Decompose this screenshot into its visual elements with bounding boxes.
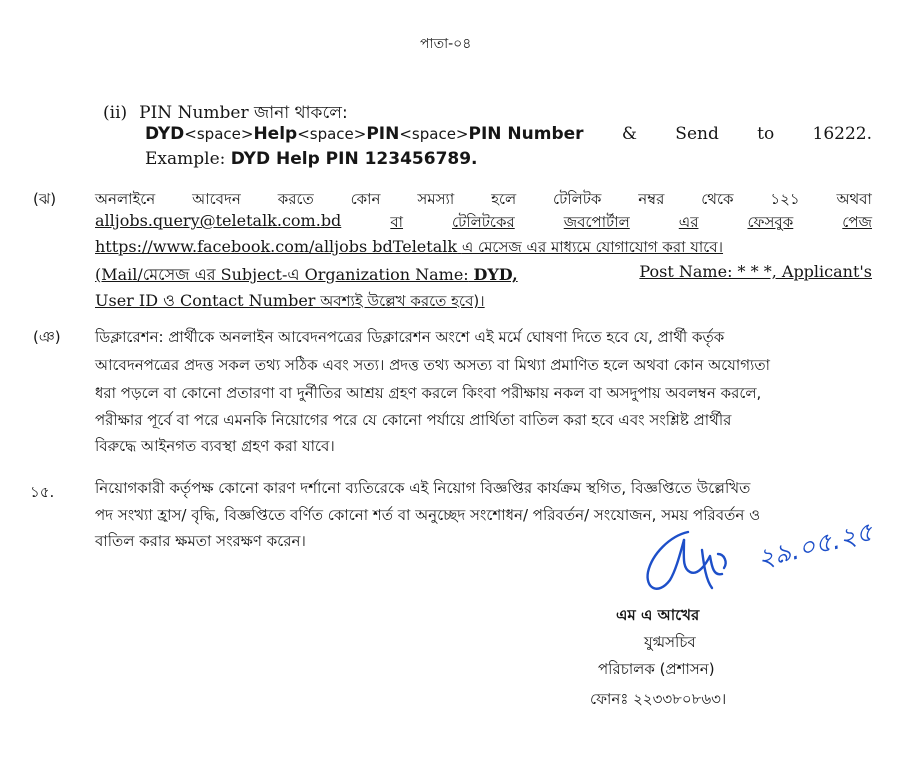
pin-to: to xyxy=(757,124,775,144)
support-email-link[interactable]: alljobs.query@teletalk.com.bd xyxy=(95,211,342,230)
section-15-line1: নিয়োগকারী কর্তৃপক্ষ কোনো কারণ দর্শানো ব্যতিরেকে এই নিয়োগ বিজ্ঞপ্তির কার্যক্রম স্থগিত, বিজ্ঞপ্তিতে উল্লেখিত xyxy=(95,479,751,497)
pin-number: 16222. xyxy=(812,124,872,144)
section-jha-line4: (Mail/মেসেজ এর Subject-এ Organization Name: DYD, Post Name: * * *, Applicant's xyxy=(95,262,872,284)
signatory-name: এম এ আখের xyxy=(616,606,700,624)
signature-date: ২৯.০৫.২৫ xyxy=(754,517,877,575)
section-15-line3: বাতিল করার ক্ষমতা সংরক্ষণ করেন। xyxy=(95,532,306,550)
pin-marker: (ii) xyxy=(103,103,128,123)
pin-send: Send xyxy=(675,124,719,144)
pin-label-bn: জানা থাকলে: xyxy=(254,103,348,123)
section-nya-line5: বিরুদ্ধে আইনগত ব্যবস্থা গ্রহণ করা যাবে। xyxy=(95,437,335,455)
pin-label-en: PIN Number xyxy=(139,103,249,123)
section-nya-line1: ডিক্লারেশন: প্রার্থীকে অনলাইন আবেদনপত্রের ডিক্লারেশন অংশে এই মর্মে ঘোষণা দিতে হবে যে, প্রার্থী কর্তৃক xyxy=(95,328,725,346)
section-15-line2: পদ সংখ্যা হ্রাস/ বৃদ্ধি, বিজ্ঞপ্তিতে বর্ণিত কোনো শর্ত বা অনুচ্ছেদ সংশোধন/ পরিবর্তন/ সংযোজন, সময় পরিবর্তন ও xyxy=(95,506,761,524)
pin-example-value: DYD Help PIN 123456789. xyxy=(230,149,478,169)
pin-command: DYD<space>Help<space>PIN<space>PIN Number xyxy=(145,124,584,144)
section-jha-line1: অনলাইনে আবেদন করতে কোন সমস্যা হলে টেলিটক নম্বর থেকে ১২১ অথবা xyxy=(95,190,872,208)
section-15-marker: ১৫. xyxy=(30,483,55,501)
facebook-page-link[interactable]: https://www.facebook.com/alljobs bdTeletalk xyxy=(95,237,458,256)
section-jha-marker: (ঝ) xyxy=(33,190,57,208)
pin-command-line xyxy=(145,124,872,144)
pin-amp: & xyxy=(621,124,637,144)
page-number: পাতা-০৪ xyxy=(420,36,472,52)
signatory-title: যুগ্মসচিব xyxy=(644,633,696,651)
section-jha-line3: https://www.facebook.com/alljobs bdTeletalk এ মেসেজ এর মাধ্যমে যোগাযোগ করা যাবে। xyxy=(95,237,724,256)
handwritten-signature xyxy=(600,510,900,610)
section-nya-marker: (ঞ) xyxy=(33,328,61,346)
section-jha-line2: alljobs.query@teletalk.com.bd বা টেলিটকের জবপোর্টাল এর ফেসবুক পেজ xyxy=(95,211,872,236)
section-nya-line4: পরীক্ষার পূর্বে বা পরে এমনকি নিয়োগের পরে যে কোনো পর্যায়ে প্রার্থিতা বাতিল করা হবে এবং সংশ্লিষ্ট প্রার্থীর xyxy=(95,411,732,429)
signatory-role: পরিচালক (প্রশাসন) xyxy=(598,660,715,678)
signatory-phone: ফোনঃ ২২৩৩৮০৮৬৩। xyxy=(590,690,727,708)
pin-example xyxy=(145,149,478,169)
section-nya-line2: আবেদনপত্রের প্রদত্ত সকল তথ্য সঠিক এবং সত্য। প্রদত্ত তথ্য অসত্য বা মিথ্যা প্রমাণিত হলে অথবা কোন অযোগ্যতা xyxy=(95,356,770,374)
section-nya-line3: ধরা পড়লে বা কোনো প্রতারণা বা দুর্নীতির আশ্রয় গ্রহণ করলে কিংবা পরীক্ষায় নকল বা অসদুপায় অবলম্বন করলে, xyxy=(95,384,762,402)
pin-example-label: Example: xyxy=(145,149,226,169)
section-jha-line5: User ID ও Contact Number অবশ্যই উল্লেখ করতে হবে)। xyxy=(95,291,485,310)
